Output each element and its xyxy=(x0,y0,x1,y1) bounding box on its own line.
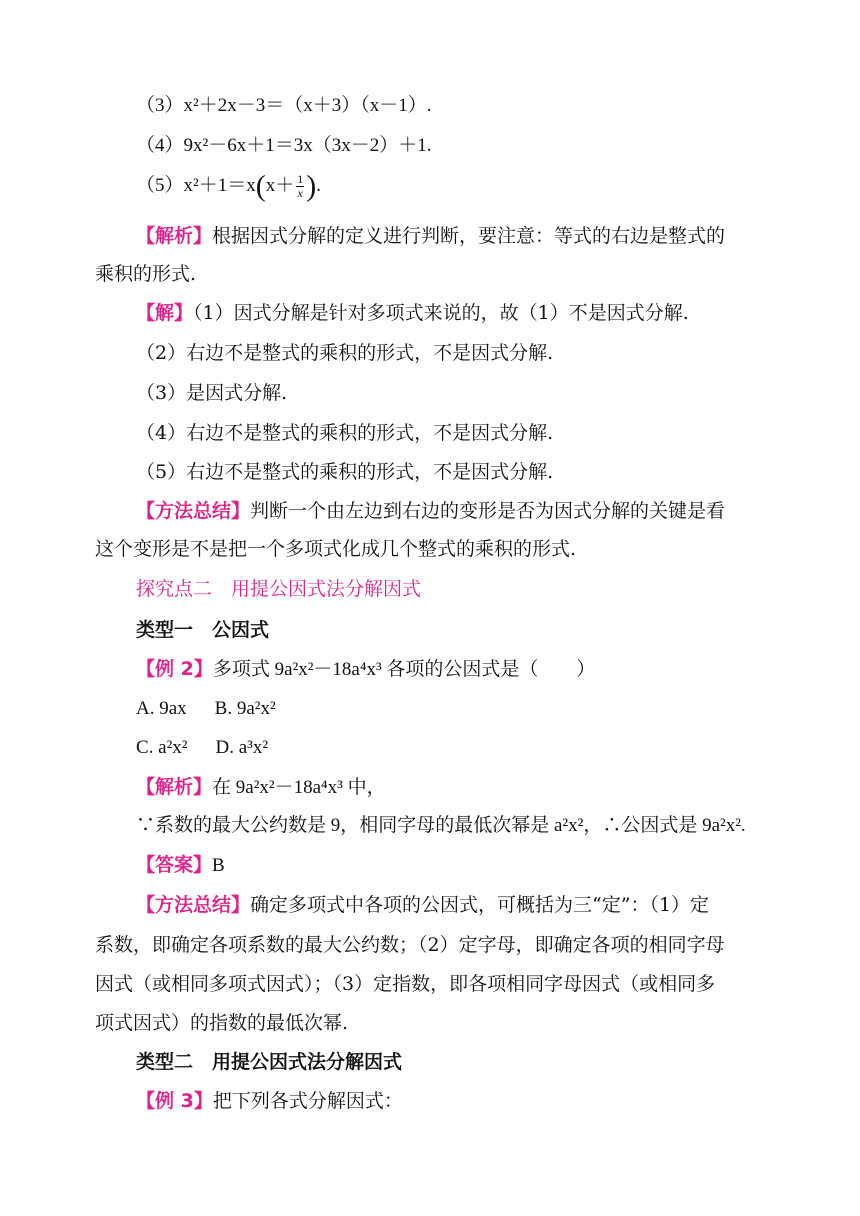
solution-line-1 xyxy=(136,299,689,327)
type-2-heading: 类型二 用提公因式法分解因式 xyxy=(136,1051,403,1073)
answer-2 xyxy=(136,851,225,880)
summary-2-line-4: 项式因式）的指数的最低次幂. xyxy=(95,1012,349,1034)
right-paren: ) xyxy=(306,169,317,203)
solution-line-3: （3）是因式分解. xyxy=(136,382,288,404)
example-2-tag: 【例 2】 xyxy=(136,658,213,680)
option-c: C. a²x² xyxy=(136,737,188,758)
solution-line-5: （5）右边不是整式的乘积的形式，不是因式分解. xyxy=(136,461,554,483)
solution-tag: 【解】 xyxy=(136,302,194,324)
answer-value: B xyxy=(212,855,225,876)
problem-5 xyxy=(136,169,321,203)
example-3-tag: 【例 3】 xyxy=(136,1090,213,1112)
summary-2-line-3: 因式（或相同多项式因式）；（3）定指数，即各项相同字母因式（或相同多 xyxy=(95,973,716,995)
summary-tag: 【方法总结】 xyxy=(136,500,251,522)
analysis-2-text: 在 9a²x²－18a⁴x³ 中， xyxy=(212,777,386,798)
summary-2-tag: 【方法总结】 xyxy=(136,894,251,916)
example-2 xyxy=(136,655,595,684)
problem-4: （4）9x²－6x＋1＝3x（3x－2）＋1. xyxy=(136,135,432,156)
options-row-2 xyxy=(136,734,268,762)
analysis-2-line-1 xyxy=(136,773,386,802)
analysis-1-line-1 xyxy=(136,222,725,250)
solution-line-2: （2）右边不是整式的乘积的形式，不是因式分解. xyxy=(136,342,554,364)
option-b: B. 9a²x² xyxy=(214,698,276,719)
summary-1-text: 判断一个由左边到右边的变形是否为因式分解的关键是看 xyxy=(250,500,726,522)
example-3-text: 把下列各式分解因式： xyxy=(212,1090,403,1112)
type-1-heading: 类型一 公因式 xyxy=(136,619,270,641)
summary-2-line-1 xyxy=(136,891,709,919)
fraction-numerator: 1 xyxy=(297,172,304,187)
solution-text-1: （1）因式分解是针对多项式来说的，故（1）不是因式分解. xyxy=(193,302,689,324)
summary-2-line-2: 系数，即确定各项系数的最大公约数；（2）定字母，即确定各项的相同字母 xyxy=(95,934,725,956)
section-heading: 探究点二 用提公因式法分解因式 xyxy=(136,578,422,600)
solution-line-4: （4）右边不是整式的乘积的形式，不是因式分解. xyxy=(136,422,554,444)
problem-5-suffix: . xyxy=(316,175,321,196)
option-d: D. a³x² xyxy=(215,737,269,758)
answer-tag: 【答案】 xyxy=(136,854,213,876)
options-row-1 xyxy=(136,695,276,723)
option-a: A. 9ax xyxy=(136,698,187,719)
problem-3: （3）x²＋2x－3＝（x＋3）（x－1）. xyxy=(136,95,432,116)
problem-5-inner: x＋ xyxy=(265,175,295,196)
summary-2-text: 确定多项式中各项的公因式，可概括为三“定”：（1）定 xyxy=(250,894,710,916)
example-2-text: 多项式 9a²x²－18a⁴x³ 各项的公因式是（ ） xyxy=(212,659,596,680)
fraction xyxy=(296,173,304,200)
left-paren: ( xyxy=(255,169,266,203)
analysis-2-tag: 【解析】 xyxy=(136,776,213,798)
example-3 xyxy=(136,1087,403,1115)
analysis-1-line-2: 乘积的形式. xyxy=(95,263,197,285)
analysis-tag: 【解析】 xyxy=(136,225,213,247)
analysis-2-line-2: ∵系数的最大公约数是 9，相同字母的最低次幂是 a²x²，∴公因式是 9a²x². xyxy=(136,815,746,836)
analysis-1-text: 根据因式分解的定义进行判断，要注意：等式的右边是整式的 xyxy=(212,225,726,247)
summary-1-line-2: 这个变形是不是把一个多项式化成几个整式的乘积的形式. xyxy=(95,538,577,560)
fraction-denominator: x xyxy=(297,186,303,201)
problem-5-prefix: （5）x²＋1＝x xyxy=(136,175,256,196)
summary-1-line-1 xyxy=(136,497,725,525)
